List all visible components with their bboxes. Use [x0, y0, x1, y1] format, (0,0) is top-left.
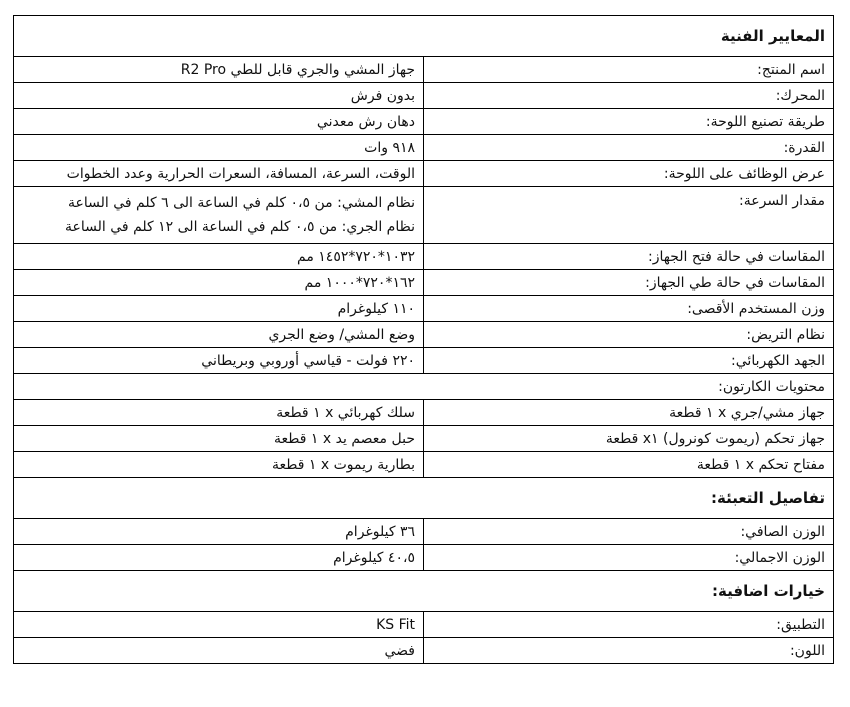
table-row	[14, 244, 834, 270]
specs-table	[13, 15, 834, 664]
speed-run-line: نظام الجري: من ٠،٥ كلم في الساعة الى ١٢ كلم في الساعة	[65, 219, 415, 235]
row-label: التطبيق:	[424, 612, 834, 638]
section-header-technical	[14, 16, 834, 57]
carton-item: سلك كهربائي x ١ قطعة	[14, 400, 424, 426]
speed-walk-line: نظام المشي: من ٠،٥ كلم في الساعة الى ٦ كلم في الساعة	[68, 195, 415, 211]
row-value: ٣٦ كيلوغرام	[14, 519, 424, 545]
section-header-extras	[14, 571, 834, 612]
row-value: وضع المشي/ وضع الجري	[14, 322, 424, 348]
row-label: عرض الوظائف على اللوحة:	[424, 161, 834, 187]
row-label: الجهد الكهربائي:	[424, 348, 834, 374]
row-label: المقاسات في حالة طي الجهاز:	[424, 270, 834, 296]
row-label: اللون:	[424, 638, 834, 664]
table-row	[14, 83, 834, 109]
row-value: ١٦٢*٧٢٠*١٠٠٠ مم	[14, 270, 424, 296]
table-row	[14, 322, 834, 348]
table-row	[14, 109, 834, 135]
row-label: وزن المستخدم الأقصى:	[424, 296, 834, 322]
table-row	[14, 135, 834, 161]
row-label: الوزن الصافي:	[424, 519, 834, 545]
table-row-speed	[14, 187, 834, 244]
table-row	[14, 519, 834, 545]
row-value: KS Fit	[14, 612, 424, 638]
row-value: ١٠٣٢*٧٢٠*١٤٥٢ مم	[14, 244, 424, 270]
section-header-packing	[14, 478, 834, 519]
table-row	[14, 452, 834, 478]
section-title: المعايير الفنية	[14, 16, 834, 57]
section-title: تفاصيل التعبئة:	[14, 478, 834, 519]
section-title: خيارات اضافية:	[14, 571, 834, 612]
row-label: اسم المنتج:	[424, 57, 834, 83]
carton-item: بطارية ريموت x ١ قطعة	[14, 452, 424, 478]
table-row	[14, 270, 834, 296]
row-value: دهان رش معدني	[14, 109, 424, 135]
row-value: ٩١٨ وات	[14, 135, 424, 161]
row-label: المحرك:	[424, 83, 834, 109]
row-label: طريقة تصنيع اللوحة:	[424, 109, 834, 135]
table-row	[14, 296, 834, 322]
row-value: ٢٢٠ فولت - قياسي أوروبي وبريطاني	[14, 348, 424, 374]
row-label: القدرة:	[424, 135, 834, 161]
carton-item: مفتاح تحكم x ١ قطعة	[424, 452, 834, 478]
table-row	[14, 545, 834, 571]
row-label: مقدار السرعة:	[424, 187, 834, 244]
row-label: نظام التريض:	[424, 322, 834, 348]
row-label: الوزن الاجمالي:	[424, 545, 834, 571]
carton-item: جهاز تحكم (ريموت كونرول) x١ قطعة	[424, 426, 834, 452]
row-value: ٤٠،٥ كيلوغرام	[14, 545, 424, 571]
carton-item: جهاز مشي/جري x ١ قطعة	[424, 400, 834, 426]
row-value: فضي	[14, 638, 424, 664]
table-row	[14, 57, 834, 83]
table-row	[14, 400, 834, 426]
table-row	[14, 638, 834, 664]
table-row	[14, 348, 834, 374]
row-value	[14, 187, 424, 244]
carton-title-row	[14, 374, 834, 400]
table-row	[14, 612, 834, 638]
row-label: المقاسات في حالة فتح الجهاز:	[424, 244, 834, 270]
row-value: جهاز المشي والجري قابل للطي R2 Pro	[14, 57, 424, 83]
carton-title: محتويات الكارتون:	[14, 374, 834, 400]
row-value: الوقت، السرعة، المسافة، السعرات الحرارية وعدد الخطوات	[14, 161, 424, 187]
row-value: ١١٠ كيلوغرام	[14, 296, 424, 322]
carton-item: حبل معصم يد x ١ قطعة	[14, 426, 424, 452]
row-value: بدون فرش	[14, 83, 424, 109]
table-row	[14, 161, 834, 187]
table-row	[14, 426, 834, 452]
